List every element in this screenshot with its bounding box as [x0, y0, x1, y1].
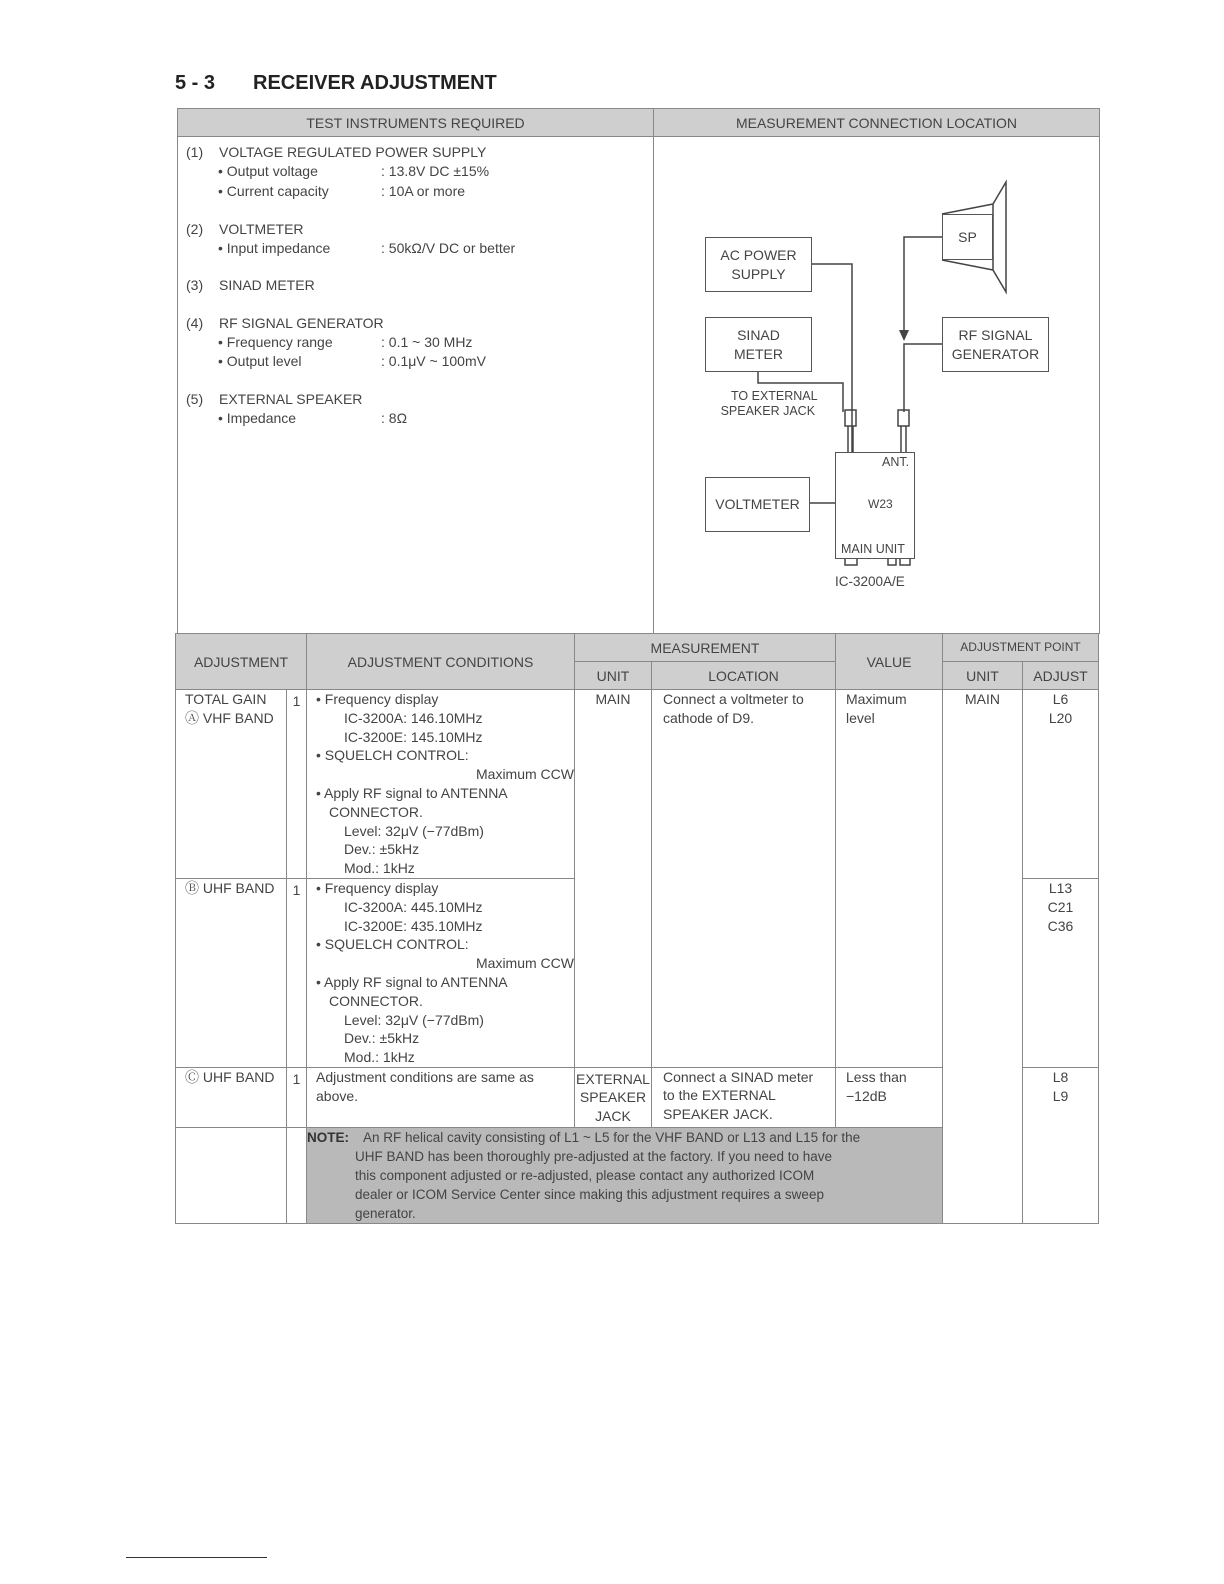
instrument-name: SINAD METER	[219, 277, 315, 293]
spec-label: • Impedance	[218, 410, 297, 426]
speaker-wire	[904, 237, 942, 333]
condition-line: Mod.: 1kHz	[344, 1049, 415, 1066]
col-value: VALUE	[836, 634, 943, 690]
condition-line: • SQUELCH CONTROL:	[316, 936, 469, 953]
unit-line: JACK	[595, 1107, 631, 1124]
location-line: Connect a SINAD meter	[663, 1068, 814, 1085]
adjustment-cell	[176, 690, 287, 879]
note-line: UHF BAND has been thoroughly pre-adjusted at the factory. If you need to have	[355, 1149, 833, 1165]
sinad-label: SINAD	[737, 327, 780, 343]
conditions-cell	[307, 1067, 575, 1128]
ac-power-label: SUPPLY	[731, 266, 786, 282]
value-line: Less than	[846, 1068, 907, 1085]
note-line: generator.	[355, 1206, 416, 1222]
spec-value: : 0.1 ~ 30 MHz	[381, 334, 473, 350]
adjust-line: L20	[1048, 709, 1073, 726]
instrument-num: (3)	[186, 277, 204, 293]
note-cell	[307, 1128, 943, 1224]
instrument-name: EXTERNAL SPEAKER	[219, 391, 363, 407]
w23-label: W23	[868, 497, 893, 511]
ac-power-wire	[812, 264, 852, 453]
condition-line: Level: 32μV (−77dBm)	[344, 822, 484, 839]
adjust-line: L6	[1052, 691, 1069, 707]
condition-line: IC-3200A: 146.10MHz	[344, 709, 483, 726]
location-line: SPEAKER JACK.	[663, 1105, 773, 1122]
adjust-cell	[1023, 690, 1099, 879]
spec-label: • Input impedance	[218, 240, 331, 256]
ac-power-label: AC POWER	[720, 247, 797, 263]
adjust-line: L13	[1048, 879, 1073, 896]
note-spacer	[287, 1128, 307, 1224]
condition-line: above.	[316, 1087, 359, 1104]
voltmeter-box	[705, 477, 810, 532]
location-line: Connect a voltmeter to	[663, 691, 804, 707]
rf-signal-generator-box	[942, 317, 1049, 372]
voltmeter-label: VOLTMETER	[715, 496, 800, 512]
col-conditions: ADJUSTMENT CONDITIONS	[307, 634, 575, 690]
note-line: An RF helical cavity consisting of L1 ~ L5 for the VHF BAND or L13 and L15 for the	[363, 1130, 861, 1146]
condition-line: • SQUELCH CONTROL:	[316, 747, 469, 764]
note-label: NOTE:	[307, 1130, 349, 1146]
adj-unit-cell: MAIN	[943, 690, 1023, 1224]
connection-header-text: MEASUREMENT CONNECTION LOCATION	[735, 115, 1018, 131]
adjust-cell	[1023, 878, 1099, 1067]
instrument-num: (4)	[186, 315, 204, 331]
rf-gen-label: GENERATOR	[951, 346, 1040, 362]
condition-line: CONNECTOR.	[329, 803, 423, 820]
col-adj-point: ADJUSTMENT POINT	[943, 634, 1099, 662]
adjustment-name: TOTAL GAIN	[185, 691, 267, 707]
ant-label: ANT.	[882, 455, 910, 469]
instrument-num: (1)	[186, 144, 204, 160]
speaker-horn	[993, 182, 1006, 292]
instrument-num: (2)	[186, 221, 204, 237]
note-line: dealer or ICOM Service Center since making this adjustment requires a sweep	[355, 1187, 824, 1203]
speaker-box	[942, 214, 993, 260]
location-line: cathode of D9.	[663, 709, 755, 726]
spec-value: : 13.8V DC ±15%	[381, 163, 490, 179]
spec-value: : 0.1μV ~ 100mV	[381, 353, 486, 369]
conditions-cell	[307, 690, 575, 879]
condition-line: IC-3200A: 445.10MHz	[344, 898, 483, 915]
spec-label: • Current capacity	[218, 183, 329, 199]
spec-value: : 50kΩ/V DC or better	[381, 240, 516, 256]
table-header-row	[176, 634, 1099, 662]
value-line: Maximum	[846, 691, 907, 707]
footnote-rule	[126, 1557, 267, 1558]
section-number: 5 - 3	[175, 72, 216, 94]
adjustment-cell	[176, 1067, 287, 1128]
speaker-label: SP	[958, 229, 977, 245]
unit-line: EXTERNAL	[576, 1070, 650, 1087]
condition-line: Dev.: ±5kHz	[344, 841, 420, 858]
value-line: −12dB	[846, 1087, 887, 1104]
speaker-plug	[845, 410, 856, 426]
condition-line: Maximum CCW	[476, 766, 574, 783]
table-row	[176, 690, 1099, 879]
adjust-line: C36	[1047, 917, 1074, 934]
band-name: Ⓑ UHF BAND	[185, 879, 275, 896]
instrument-num: (5)	[186, 391, 204, 407]
condition-line: IC-3200E: 435.10MHz	[344, 917, 483, 934]
adjust-line: C21	[1047, 898, 1074, 915]
col-adj-unit: UNIT	[943, 662, 1023, 690]
condition-line: Level: 32μV (−77dBm)	[344, 1011, 484, 1028]
step-cell: 1	[287, 878, 307, 1067]
condition-line: CONNECTOR.	[329, 992, 423, 1009]
arrow-head	[899, 330, 909, 341]
spec-label: • Output level	[218, 353, 302, 369]
col-adjustment: ADJUSTMENT	[176, 634, 307, 690]
col-adjust: ADJUST	[1023, 662, 1099, 690]
adjustment-cell	[176, 878, 287, 1067]
rf-gen-wire	[904, 344, 942, 412]
section-title: RECEIVER ADJUSTMENT	[253, 72, 497, 94]
to-external-line: SPEAKER JACK	[720, 404, 816, 418]
unit-cell: MAIN	[575, 690, 652, 1068]
location-line: to the EXTERNAL	[663, 1087, 776, 1104]
to-external-line: TO EXTERNAL	[731, 389, 818, 403]
location-cell	[652, 690, 836, 1068]
step-cell: 1	[287, 1067, 307, 1128]
band-name: Ⓐ VHF BAND	[185, 709, 274, 726]
spec-value: : 8Ω	[381, 410, 408, 426]
col-measurement: MEASUREMENT	[575, 634, 836, 662]
adjustment-table	[175, 633, 1099, 1224]
antenna-plug	[898, 410, 909, 426]
col-unit: UNIT	[575, 662, 652, 690]
condition-line: • Apply RF signal to ANTENNA	[316, 784, 508, 801]
condition-line: • Frequency display	[316, 691, 439, 707]
note-spacer	[176, 1128, 287, 1224]
step-cell: 1	[287, 690, 307, 879]
note-line: this component adjusted or re-adjusted, please contact any authorized ICOM	[355, 1168, 815, 1184]
value-line: level	[846, 709, 875, 726]
unit-cell	[575, 1067, 652, 1128]
band-name: Ⓒ UHF BAND	[185, 1068, 275, 1085]
condition-line: IC-3200E: 145.10MHz	[344, 728, 483, 745]
instrument-name: VOLTMETER	[219, 221, 304, 237]
condition-line: Mod.: 1kHz	[344, 860, 415, 877]
model-label: IC-3200A/E	[835, 574, 905, 589]
spec-label: • Output voltage	[218, 163, 318, 179]
condition-line: • Apply RF signal to ANTENNA	[316, 973, 508, 990]
col-location: LOCATION	[652, 662, 836, 690]
instrument-name: RF SIGNAL GENERATOR	[219, 315, 384, 331]
spec-label: • Frequency range	[218, 334, 333, 350]
instrument-name: VOLTAGE REGULATED POWER SUPPLY	[219, 144, 487, 160]
adjust-line: L9	[1052, 1087, 1069, 1104]
value-cell	[836, 1067, 943, 1128]
condition-line: Adjustment conditions are same as	[316, 1068, 534, 1085]
adjust-cell	[1023, 1067, 1099, 1224]
unit-line: SPEAKER	[579, 1089, 647, 1106]
to-external-label	[718, 389, 818, 419]
condition-line: • Frequency display	[316, 879, 439, 896]
condition-line: Dev.: ±5kHz	[344, 1030, 420, 1047]
spec-value: : 10A or more	[381, 183, 466, 199]
instruments-header-text: TEST INSTRUMENTS REQUIRED	[306, 115, 525, 131]
sinad-label: METER	[734, 346, 783, 362]
main-unit-label: MAIN UNIT	[841, 542, 905, 556]
ac-power-supply-box	[705, 237, 812, 292]
sinad-meter-box	[705, 317, 812, 372]
value-cell	[836, 690, 943, 1068]
adjust-line: L8	[1052, 1068, 1069, 1085]
rf-gen-label: RF SIGNAL	[958, 327, 1033, 343]
conditions-cell	[307, 878, 575, 1067]
location-cell	[652, 1067, 836, 1128]
condition-line: Maximum CCW	[476, 955, 574, 972]
